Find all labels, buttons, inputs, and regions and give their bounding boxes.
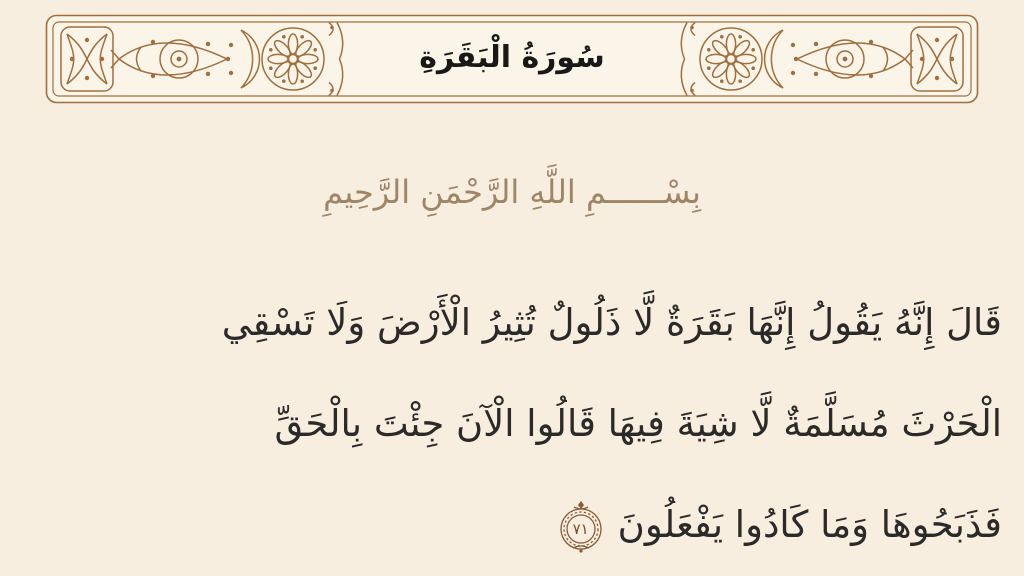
surah-title: سُورَةُ الْبَقَرَةِ xyxy=(419,39,605,75)
bismillah-text: بِسْــــــمِ اللَّهِ الرَّحْمَنِ الرَّحِيمِ xyxy=(323,173,701,211)
verse-line-text: فَذَبَحُوهَا وَمَا كَادُوا يَفْعَلُونَ xyxy=(617,503,1002,546)
surah-header-band xyxy=(45,14,979,104)
verse-line: قَالَ إِنَّهُ يَقُولُ إِنَّهَا بَقَرَةٌ لَّا ذَلُولٌ تُثِيرُ الْأَرْضَ وَلَا تَسْقِي xyxy=(221,301,1002,344)
verse-text-block xyxy=(20,272,1002,575)
ayah-number-medallion xyxy=(558,500,604,554)
verse-line: الْحَرْثَ مُسَلَّمَةٌ لَّا شِيَةَ فِيهَا قَالُوا الْآنَ جِئْتَ بِالْحَقِّ xyxy=(274,402,1002,445)
verse-line xyxy=(20,474,1002,575)
ayah-number: ٧١ xyxy=(572,519,589,538)
